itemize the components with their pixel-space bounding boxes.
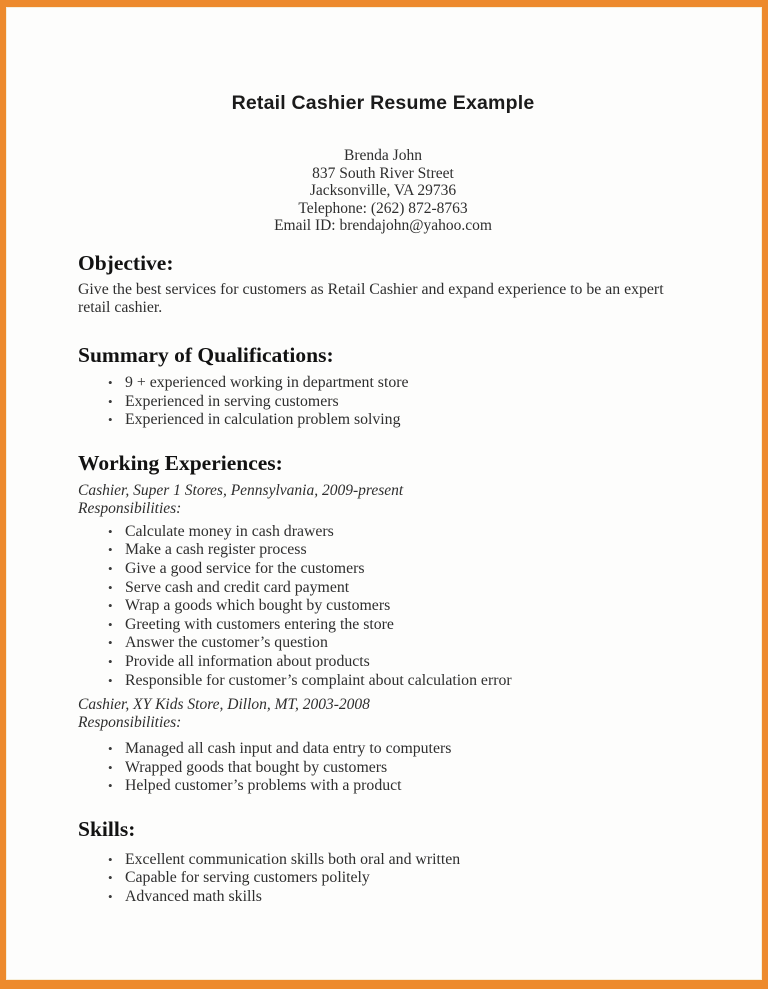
list-item <box>108 634 688 653</box>
list-item <box>108 579 688 598</box>
list-item-text: Experienced in calculation problem solving <box>125 411 401 429</box>
objective-heading: Objective: <box>78 250 174 275</box>
list-item-text: Serve cash and credit card payment <box>125 578 350 596</box>
job-title-line: Cashier, XY Kids Store, Dillon, MT, 2003-2008 <box>78 696 370 714</box>
list-item-text: Provide all information about products <box>125 652 370 670</box>
list-item-text: 9 + experienced working in department store <box>125 373 409 391</box>
page-title: Retail Cashier Resume Example <box>231 92 535 114</box>
list-item <box>108 541 688 560</box>
bullet-icon: • <box>108 889 113 905</box>
list-item <box>108 374 688 393</box>
list-item-text: Calculate money in cash drawers <box>125 522 334 540</box>
bullet-icon: • <box>108 523 113 539</box>
job-block-1 <box>78 482 688 690</box>
bullet-icon: • <box>108 759 113 775</box>
bullet-icon: • <box>108 579 113 595</box>
job-responsibilities-label: Responsibilities: <box>78 714 182 732</box>
list-item <box>108 523 688 542</box>
qualifications-list <box>78 374 688 430</box>
bullet-icon: • <box>108 560 113 576</box>
list-item-text: Answer the customer’s question <box>125 634 328 652</box>
list-item <box>108 597 688 616</box>
contact-line: Email ID: brendajohn@yahoo.com <box>274 217 492 235</box>
list-item <box>108 888 688 907</box>
qualifications-heading: Summary of Qualifications: <box>78 342 334 367</box>
bullet-icon: • <box>108 653 113 669</box>
list-item-text: Give a good service for the customers <box>125 559 365 577</box>
contact-line: Jacksonville, VA 29736 <box>309 182 457 200</box>
objective-text: Give the best services for customers as Retail Cashier and expand experience to be an expert retail cashier. <box>78 280 664 317</box>
job-responsibilities-label: Responsibilities: <box>78 499 182 517</box>
bullet-icon: • <box>108 672 113 688</box>
list-item-text: Wrapped goods that bought by customers <box>125 758 388 776</box>
list-item <box>108 393 688 412</box>
bullet-icon: • <box>108 778 113 794</box>
bullet-icon: • <box>108 851 113 867</box>
contact-line: Brenda John <box>344 147 422 164</box>
bullet-icon: • <box>108 542 113 558</box>
list-item-text: Capable for serving customers politely <box>125 869 370 887</box>
list-item <box>108 616 688 635</box>
bullet-icon: • <box>108 635 113 651</box>
job-2-duties-list <box>78 740 688 796</box>
skills-list <box>78 851 688 907</box>
list-item-text: Experienced in serving customers <box>125 392 339 410</box>
list-item <box>108 740 688 759</box>
bullet-icon: • <box>108 598 113 614</box>
list-item-text: Helped customer’s problems with a product <box>125 777 402 795</box>
skills-heading: Skills: <box>78 816 136 841</box>
list-item <box>108 560 688 579</box>
resume-page <box>6 91 762 989</box>
job-block-2 <box>78 696 688 796</box>
bullet-icon: • <box>108 374 113 390</box>
list-item-text: Make a cash register process <box>125 541 307 559</box>
list-item-text: Greeting with customers entering the store <box>125 615 394 633</box>
bullet-icon: • <box>108 741 113 757</box>
list-item-text: Responsible for customer’s complaint about calculation error <box>125 671 512 689</box>
list-item <box>108 777 688 796</box>
bullet-icon: • <box>108 393 113 409</box>
list-item <box>108 672 688 691</box>
job-1-duties-list <box>78 523 688 690</box>
list-item <box>108 759 688 778</box>
list-item <box>108 411 688 430</box>
bullet-icon: • <box>108 412 113 428</box>
list-item-text: Excellent communication skills both oral and written <box>125 850 461 868</box>
list-item <box>108 869 688 888</box>
list-item-text: Advanced math skills <box>125 888 262 906</box>
contact-block <box>78 147 688 235</box>
bullet-icon: • <box>108 870 113 886</box>
bullet-icon: • <box>108 616 113 632</box>
list-item-text: Managed all cash input and data entry to computers <box>125 740 452 758</box>
list-item <box>108 653 688 672</box>
contact-line: Telephone: (262) 872-8763 <box>298 199 468 217</box>
contact-line: 837 South River Street <box>312 164 454 182</box>
job-title-line: Cashier, Super 1 Stores, Pennsylvania, 2009-present <box>78 481 404 499</box>
experience-heading: Working Experiences: <box>78 450 283 475</box>
list-item <box>108 851 688 870</box>
list-item-text: Wrap a goods which bought by customers <box>125 597 391 615</box>
